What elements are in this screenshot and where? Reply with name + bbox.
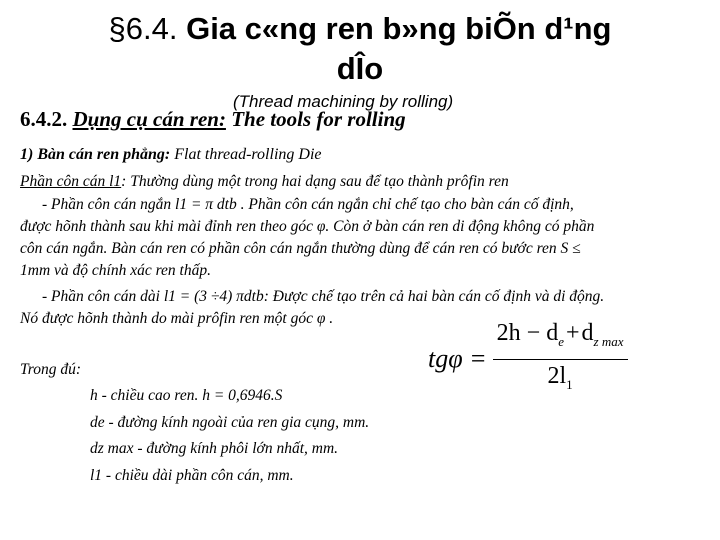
numerator-sub-zmax: z max bbox=[593, 333, 624, 349]
title-section-number: §6.4. bbox=[108, 11, 187, 46]
formula-tg-phi bbox=[428, 318, 628, 401]
numerator-term-a: 2h − d bbox=[496, 320, 559, 346]
formula-lhs: tgφ = bbox=[428, 344, 487, 374]
subsection-label: 1) Bàn cán ren phẳng: bbox=[20, 146, 171, 163]
numerator-plus: + bbox=[565, 320, 580, 346]
formula-denominator bbox=[547, 360, 572, 401]
heading-number: 6.4.2. bbox=[20, 107, 68, 131]
legend-item-l1: l1 - chiều dài phần côn cán, mm. bbox=[90, 467, 294, 484]
numerator-term-b: d bbox=[581, 320, 594, 346]
phan-con-label: Phần côn cán l1 bbox=[20, 173, 122, 190]
section-heading bbox=[20, 107, 406, 132]
phan-con-text: : Thường dùng một trong hai dạng sau để tạo thành prôfin ren bbox=[121, 173, 509, 190]
denominator-sub: 1 bbox=[566, 376, 573, 392]
short-cone-line-2: được hõnh thành sau khi mài đỉnh ren theo góc φ. Còn ở bàn cán ren di động không có phần bbox=[20, 218, 595, 235]
short-cone-line-3: côn cán ngắn. Bàn cán ren có phần côn cán ngắn thường dùng để cán ren có bước ren S ≤ bbox=[20, 240, 581, 257]
short-cone-line-1: - Phần côn cán ngắn l1 = π dtb . Phần côn cán ngắn chỉ chế tạo cho bàn cán cố định, bbox=[42, 196, 574, 213]
numerator-sub-e: e bbox=[558, 333, 564, 349]
legend-item-de: de - đường kính ngoài của ren gia cụng, mm. bbox=[90, 414, 370, 431]
subsection-heading bbox=[20, 145, 322, 165]
long-cone-line-2: Nó được hõnh thành do mài prôfin ren một góc φ . bbox=[20, 310, 334, 327]
short-cone-line-4: 1mm và độ chính xác ren thấp. bbox=[20, 262, 211, 279]
formula-fraction bbox=[493, 318, 628, 401]
formula-numerator bbox=[493, 318, 628, 360]
heading-underlined: Dụng cụ cán ren: bbox=[72, 107, 226, 131]
denominator-term: 2l bbox=[547, 362, 567, 389]
phan-con-line bbox=[20, 172, 509, 192]
legend-item-dzmax: dz max - đường kính phôi lớn nhất, mm. bbox=[90, 440, 339, 457]
subsection-text: Flat thread-rolling Die bbox=[170, 146, 322, 163]
slide-title-line-2: dÎo bbox=[336, 51, 384, 86]
heading-rest: The tools for rolling bbox=[225, 107, 406, 131]
legend-item-h: h - chiều cao ren. h = 0,6946.S bbox=[90, 387, 283, 404]
long-cone-line-1: - Phần côn cán dài l1 = (3 ÷4) πdtb: Được chế tạo trên cả hai bàn cán cố định và di động. bbox=[42, 288, 605, 305]
slide-subtitle: (Thread machining by rolling) bbox=[233, 92, 454, 111]
title-text: Gia c«ng ren b»ng biÕn d¹ng bbox=[186, 11, 612, 46]
legend-intro: Trong đú: bbox=[20, 361, 82, 378]
slide-title-line-1 bbox=[0, 10, 720, 48]
